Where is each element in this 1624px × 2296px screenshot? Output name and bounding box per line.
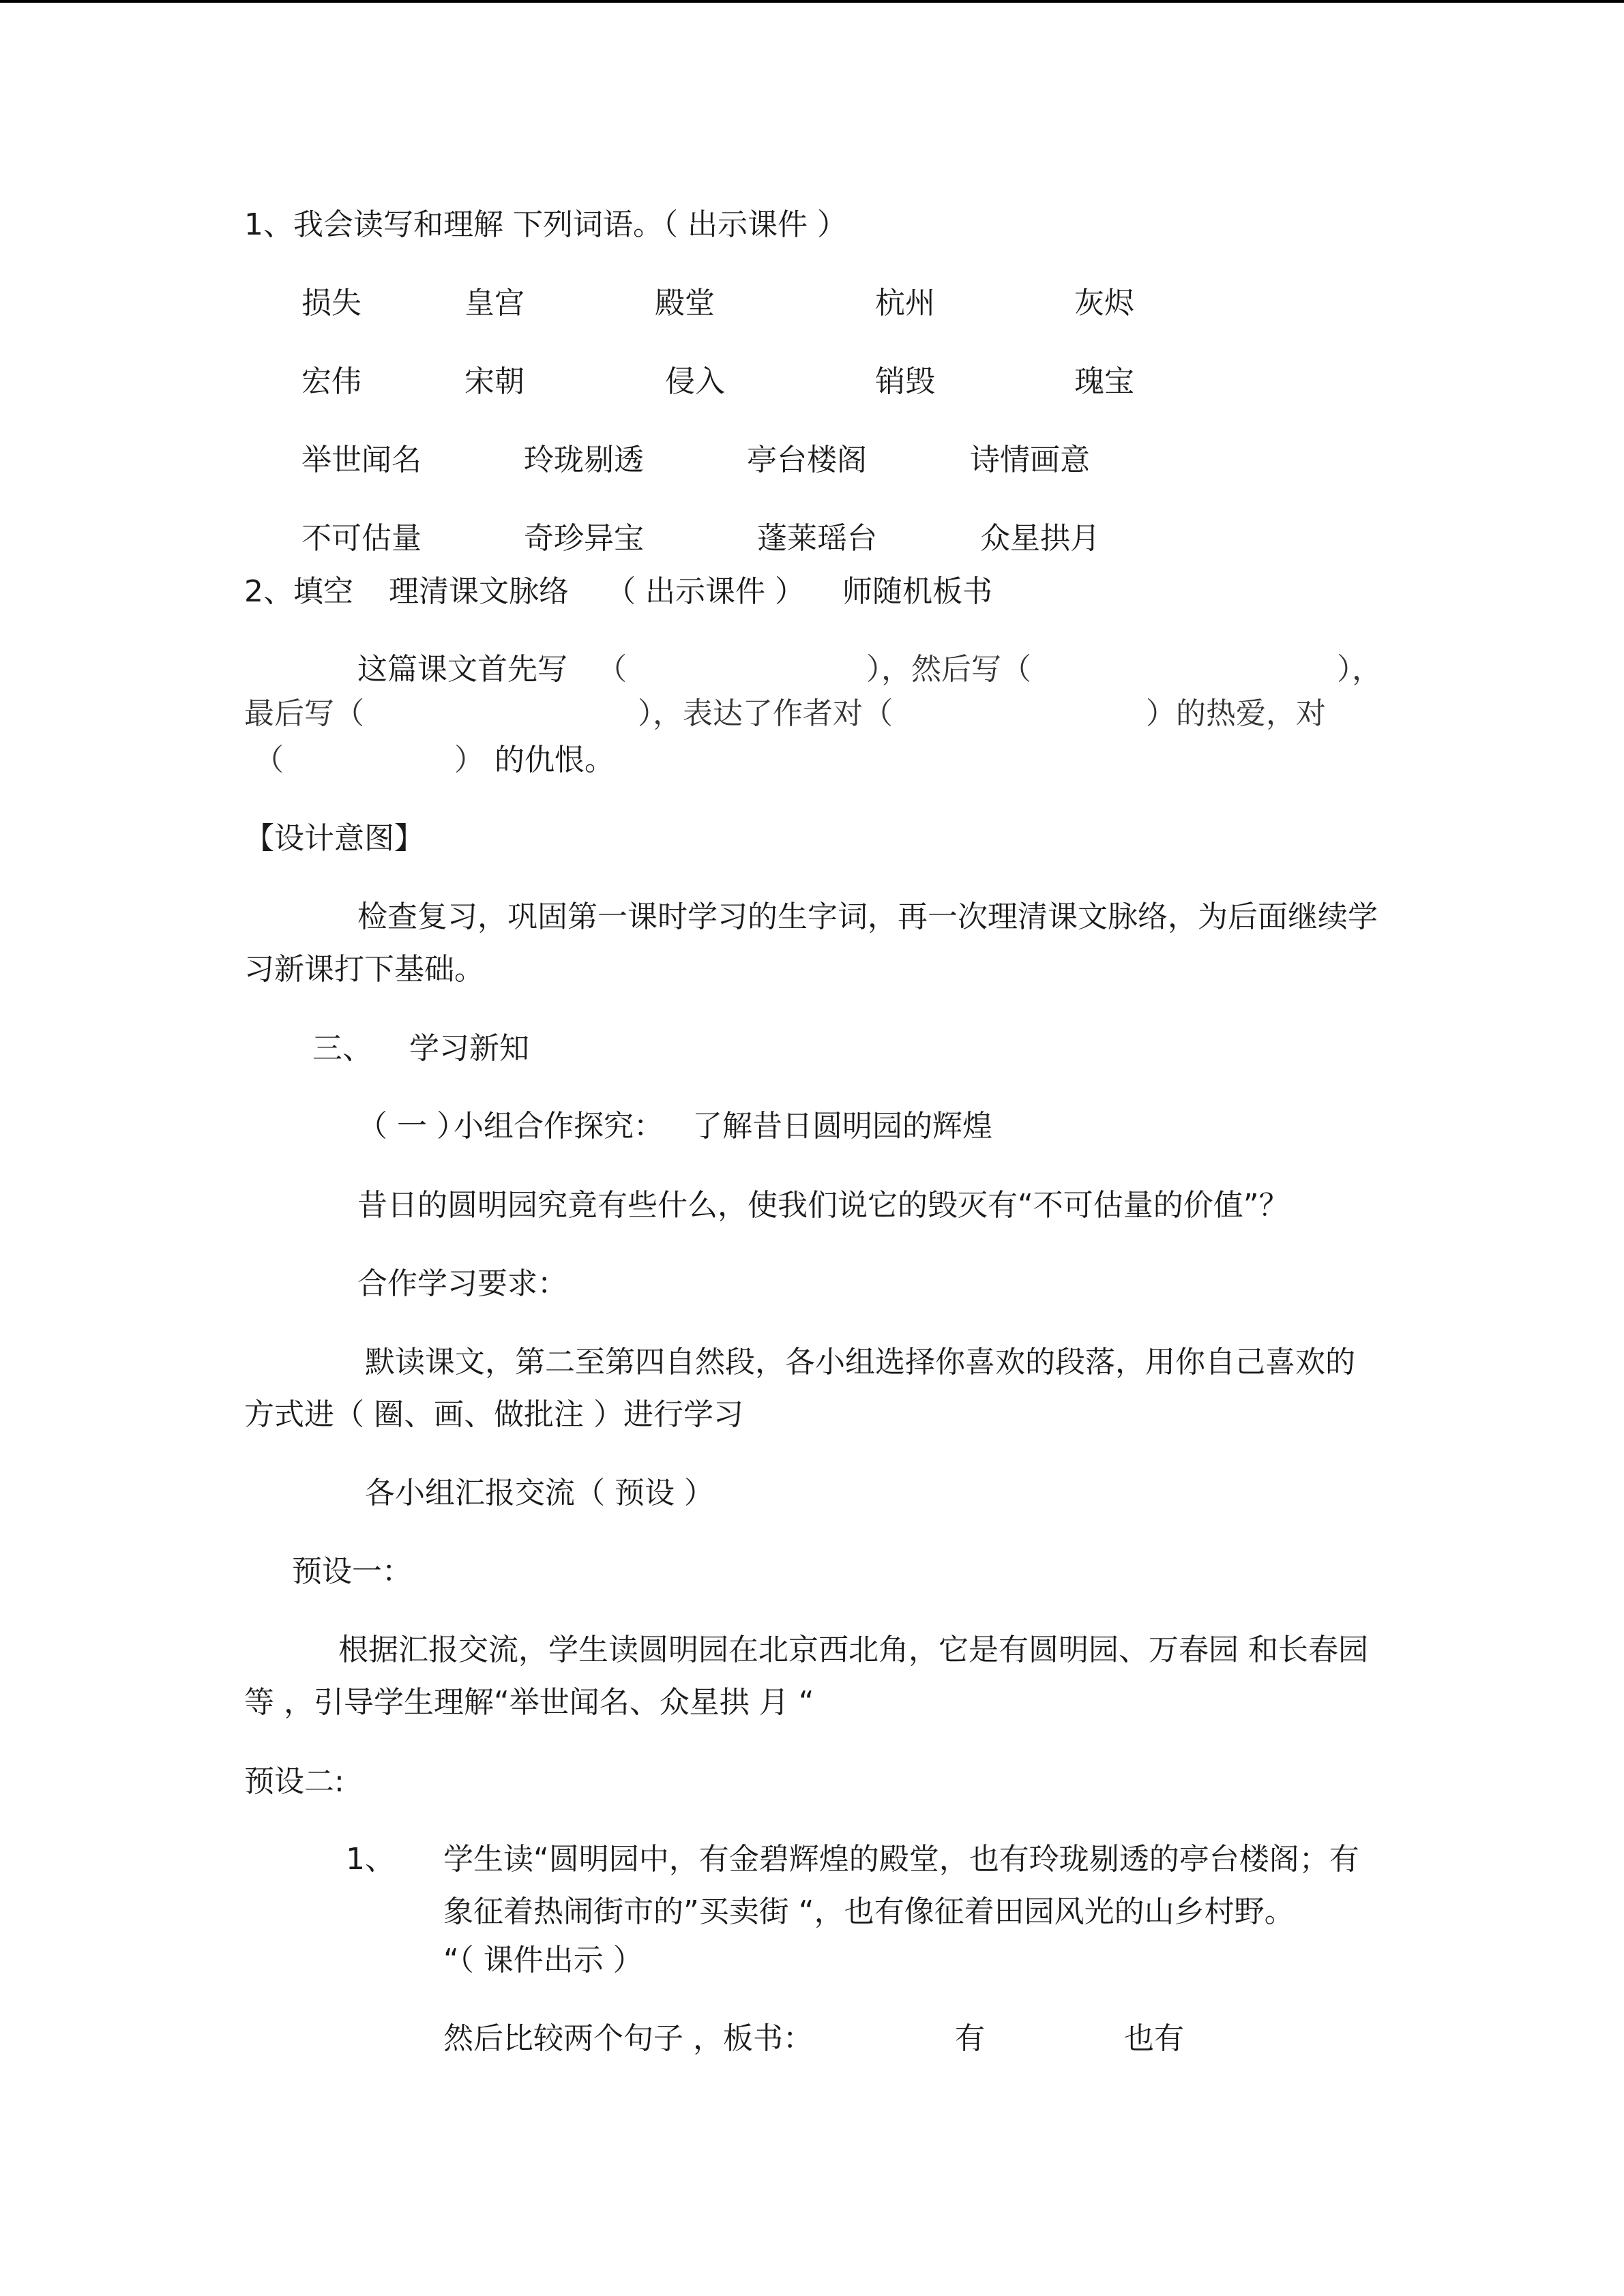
word-item: 瑰宝 [1074, 364, 1134, 399]
word-item: 损失 [301, 286, 361, 320]
fill-line-1-lead: 这篇课文首先写 [357, 652, 567, 687]
word-item: 杭州 [875, 286, 935, 320]
section3-title: 学习新知 [409, 1031, 529, 1066]
word-item: 玲珑剔透 [524, 443, 644, 477]
fill-line-1-mid: ），然后写（ [866, 652, 1031, 687]
design-heading: 【设计意图】 [244, 821, 424, 856]
word-item: 宏伟 [301, 364, 361, 399]
preset1-label: 预设一： [292, 1554, 412, 1589]
section2-heading-action: 师随机板书 [842, 574, 992, 609]
section1-heading: 1、我会读写和理解 下列词语。（ 出示课件 ） [244, 207, 847, 242]
word-item: 举世闻名 [301, 443, 422, 477]
preset1-line-1: 根据汇报交流，学生读圆明园在北京西北角，它是有圆明园、万春园 和长春园 [338, 1632, 1368, 1667]
section3-question: 昔日的圆明园究竟有些什么，使我们说它的毁灭有“不可估量的价值”？ [357, 1188, 1289, 1223]
requirement-heading: 合作学习要求： [357, 1266, 567, 1301]
word-item: 灰烬 [1074, 286, 1134, 320]
compare-board-yeyou: 也有 [1124, 2021, 1184, 2056]
word-item: 众星拱月 [980, 521, 1100, 556]
section2-heading-topic: 理清课文脉络 [389, 574, 569, 609]
fill-line-2-lead: 最后写（ [244, 696, 364, 731]
subsection-title: 小组合作探究： [454, 1109, 664, 1144]
fill-line-1-open: （ [597, 652, 627, 687]
requirement-line-2: 方式进（ 圈、画、做批注 ）进行学习 [244, 1397, 743, 1432]
word-item: 殿堂 [655, 286, 715, 320]
fill-line-2-mid: ），表达了作者对（ [638, 696, 893, 731]
preset2-item-line-3: “（ 课件出示 ） [443, 1943, 643, 1978]
word-item: 侵入 [665, 364, 725, 399]
word-item: 奇珍异宝 [524, 521, 644, 556]
compare-board-you: 有 [955, 2021, 985, 2056]
section2-heading-note: （ 出示课件 ） [606, 574, 805, 609]
word-item: 宋朝 [464, 364, 525, 399]
word-item: 亭台楼阁 [747, 443, 867, 477]
section3-num: 三、 [312, 1031, 372, 1066]
compare-text: 然后比较两个句子 ，板书： [443, 2021, 813, 2056]
word-item: 销毁 [875, 364, 935, 399]
top-border-line [0, 0, 1624, 3]
preset2-item-num: 1、 [346, 1842, 395, 1877]
fill-line-3-close: ） [454, 743, 484, 777]
design-line-2: 习新课打下基础。 [244, 952, 484, 987]
section2-heading-num: 2、填空 [244, 574, 353, 609]
preset2-label: 预设二: [244, 1764, 344, 1799]
word-item: 诗情画意 [970, 443, 1090, 477]
word-item: 皇宫 [464, 286, 525, 320]
report-line: 各小组汇报交流（ 预设 ） [365, 1476, 714, 1510]
word-item: 不可估量 [301, 521, 422, 556]
fill-line-3-end: 的仇恨。 [494, 743, 615, 777]
subsection-num: （ 一 ） [357, 1109, 467, 1144]
fill-line-2-end: ）的热爱，对 [1146, 696, 1326, 731]
design-line-1: 检查复习，巩固第一课时学习的生字词，再一次理清课文脉络，为后面继续学 [357, 899, 1378, 934]
word-item: 蓬莱瑶台 [757, 521, 877, 556]
subsection-topic: 了解昔日圆明园的辉煌 [692, 1109, 992, 1144]
requirement-line-1: 默读课文，第二至第四自然段，各小组选择你喜欢的段落，用你自己喜欢的 [365, 1345, 1355, 1380]
fill-line-1-end: ）， [1337, 652, 1382, 687]
preset2-item-line-1: 学生读“圆明园中，有金碧辉煌的殿堂，也有玲珑剔透的亭台楼阁；有 [443, 1842, 1359, 1877]
preset2-item-line-2: 象征着热闹街市的”买卖街 “，也有像征着田园风光的山乡村野。 [443, 1894, 1295, 1929]
fill-line-3-open: （ [254, 743, 284, 777]
preset1-line-2: 等 ，引导学生理解“举世闻名、众星拱 月 “ [244, 1685, 814, 1720]
